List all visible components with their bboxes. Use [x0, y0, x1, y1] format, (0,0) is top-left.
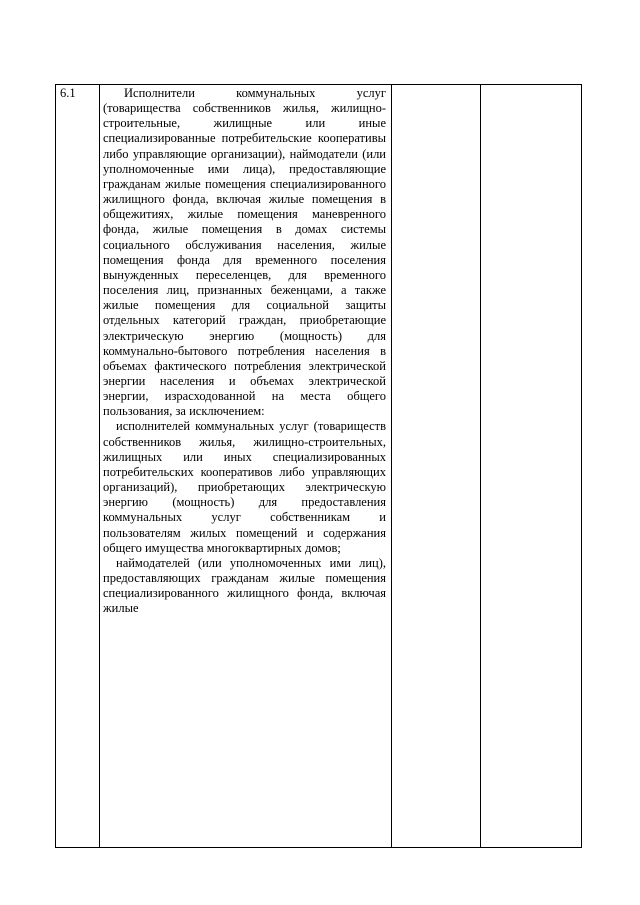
empty-cell-3 [392, 85, 481, 848]
paragraph-main: Исполнители коммунальных услуг (товарищества собственников жилья, жилищно-строительные, жилищные или иные специализированные потребительские кооперативы либо управляющие организации), наймодатели (или уполномоченные ими лица), предоставляющие гражданам жилые помещения специализированного жилищного фонда, включая жилые помещения в общежитиях, жилые помещения маневренного фонда, жилые помещения в домах системы социального обслуживания населения, жилые помещения фонда для временного поселения вынужденных переселенцев, для временного поселения лиц, признанных беженцами, а также жилые помещения для социальной защиты отдельных категорий граждан, приобретающие электрическую энергию (мощность) для коммунально-бытового потребления населения в объемах фактического потребления электрической энергии населения и объемах электрической энергии, израсходованной на места общего пользования, за исключением: [103, 86, 386, 419]
row-number-cell [56, 85, 100, 848]
empty-cell-4 [481, 85, 582, 848]
description-cell [100, 85, 392, 848]
paragraph-exception-1: исполнителей коммунальных услуг (товариществ собственников жилья, жилищно-строительных, жилищных или иных специализированных потребительских кооперативов либо управляющих организаций), приобретающих электрическую энергию (мощность) для предоставления коммунальных услуг собственникам и пользователям жилых помещений и содержания общего имущества многоквартирных домов; [103, 419, 386, 555]
document-table [55, 84, 582, 848]
paragraph-exception-2: наймодателей (или уполномоченных ими лиц), предоставляющих гражданам жилые помещения специализированного жилищного фонда, включая жилые [103, 555, 386, 616]
row-number: 6.1 [60, 86, 76, 100]
table-row [56, 85, 582, 848]
